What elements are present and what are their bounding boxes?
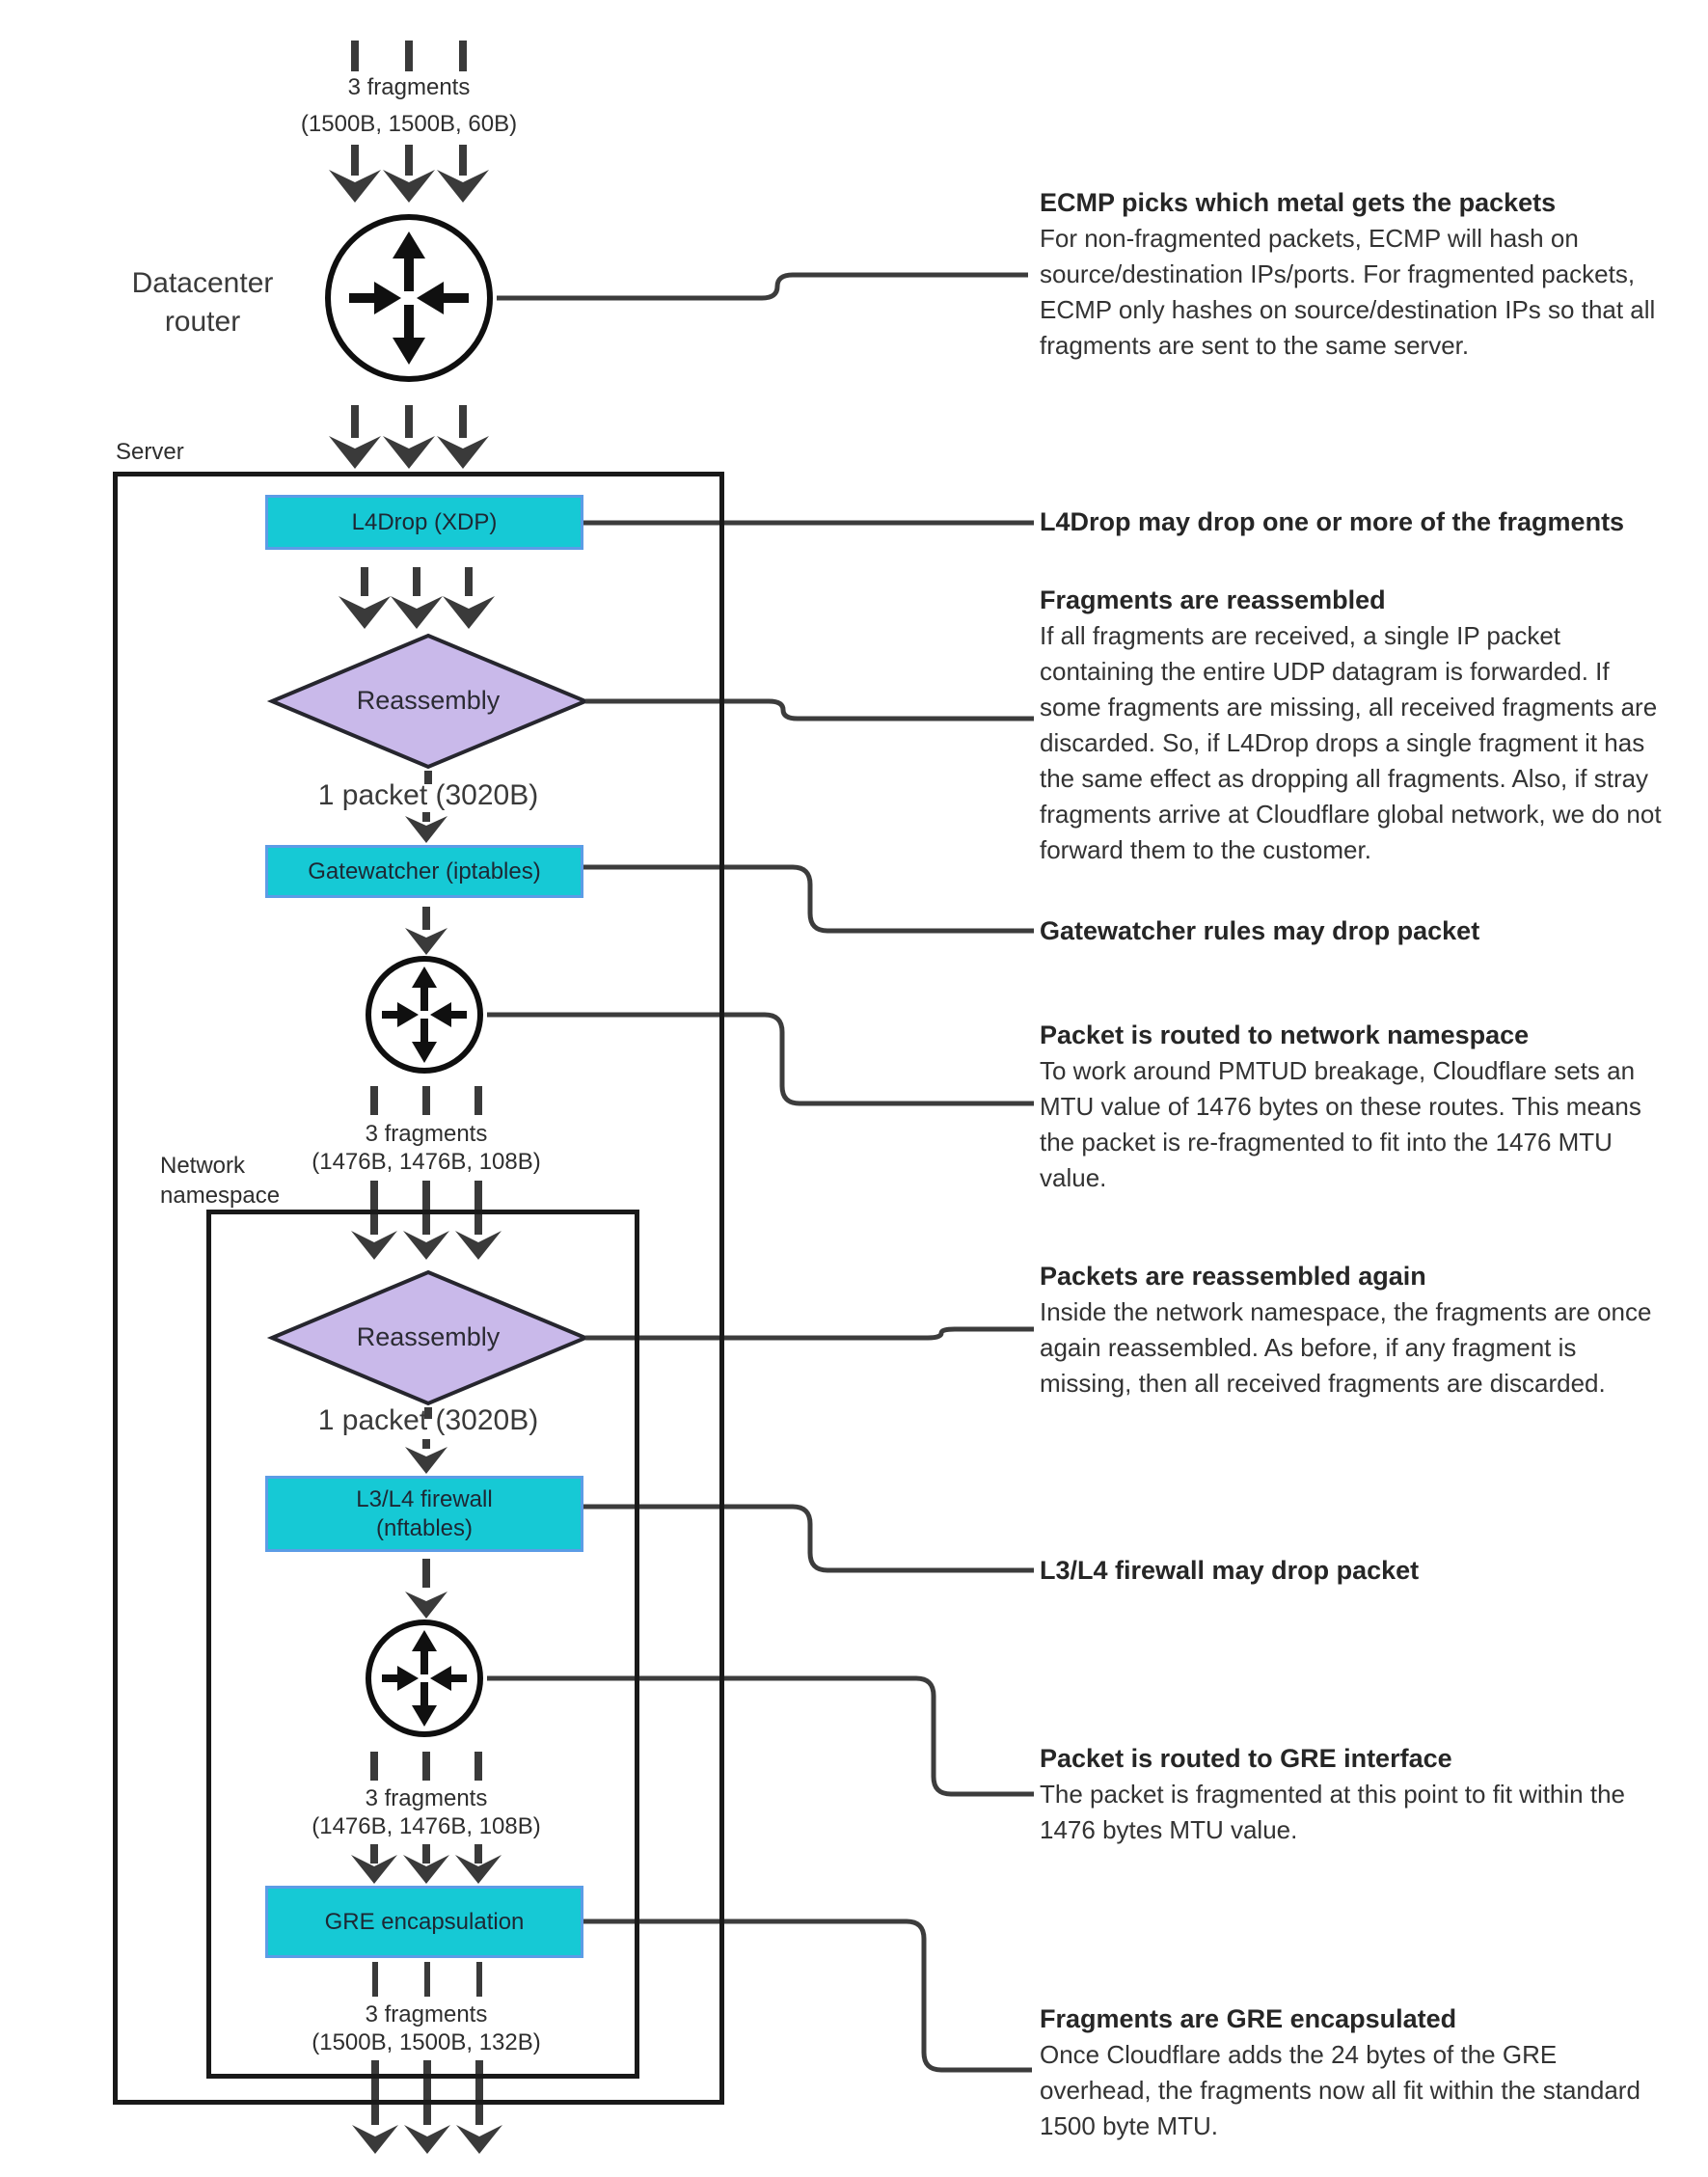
arrow-packet-to-firewall [405, 1439, 447, 1474]
network-namespace-label [160, 1151, 372, 1211]
input-fragments-count: 3 fragments [347, 74, 471, 100]
gre-output-lines [372, 1962, 482, 1997]
connector-gatewatcher [583, 867, 1034, 931]
gatewatcher-label: Gatewatcher (iptables) [308, 857, 541, 884]
mid-fragments-sizes: (1476B, 1476B, 108B) [312, 1149, 541, 1175]
annotation-netns-body: To work around PMTUD breakage, Cloudflare sets an MTU value of 1476 bytes on these routes. This means the packet is re-fragmented to fit into the 1476 MTU value. [1040, 1056, 1641, 1192]
packet1-label: 1 packet (3020B) [317, 779, 539, 811]
annotation-reassembled [1040, 583, 1665, 868]
annotation-l4drop [1040, 504, 1665, 540]
gatewatcher-box [265, 845, 583, 898]
firewall-label-line1: L3/L4 firewall [356, 1485, 493, 1512]
server-label: Server [116, 439, 184, 465]
arrows-into-gre [351, 1844, 502, 1884]
pre-gre-fragments-sizes: (1476B, 1476B, 108B) [312, 1813, 541, 1839]
connector-reassembled [585, 701, 1034, 719]
annotation-ecmp [1040, 185, 1665, 364]
input-fragments-sizes: (1500B, 1500B, 60B) [300, 111, 518, 137]
connector-gre-interface [487, 1678, 1034, 1794]
annotation-ecmp-body: For non-fragmented packets, ECMP will hash on source/destination IPs/ports. For fragmented packets, ECMP only hashes on source/destination IPs so that all fragments are sent to the same server. [1040, 224, 1656, 360]
datacenter-router-label [58, 264, 347, 341]
annotation-reassembled-again-body: Inside the network namespace, the fragments are once again reassembled. As before, if any fragment is missing, then all received fragments are discarded. [1040, 1297, 1652, 1398]
arrow-firewall-to-route [405, 1559, 447, 1619]
connector-firewall [583, 1507, 1034, 1570]
annotation-reassembled-title: Fragments are reassembled [1040, 585, 1386, 614]
route-icon-2 [368, 959, 480, 1071]
datacenter-router-icon [328, 217, 490, 379]
firewall-box [265, 1476, 583, 1552]
annotation-netns-title: Packet is routed to network namespace [1040, 1020, 1530, 1049]
l4drop-label: L4Drop (XDP) [351, 508, 498, 535]
pre-gre-fragment-dashes [370, 1752, 482, 1781]
gre-box [265, 1886, 583, 1958]
datacenter-router-line1: Datacenter [131, 267, 274, 299]
annotation-netns [1040, 1018, 1665, 1196]
annotation-gre-encapsulated [1040, 2001, 1665, 2144]
connector-netns [487, 1015, 1034, 1103]
network-namespace-line2: namespace [160, 1183, 281, 1209]
pre-gre-fragments-count: 3 fragments [365, 1785, 488, 1811]
arrows-into-namespace [351, 1181, 502, 1260]
arrows-into-router [329, 145, 489, 203]
mid-fragments-count: 3 fragments [365, 1121, 488, 1147]
annotation-gre-interface-body: The packet is fragmented at this point to fit within the 1476 bytes MTU value. [1040, 1780, 1625, 1844]
connector-ecmp [497, 275, 1028, 298]
annotation-gre-encapsulated-body: Once Cloudflare adds the 24 bytes of the GRE overhead, the fragments now all fit within the standard 1500 byte MTU. [1040, 2040, 1640, 2140]
output-fragments-count: 3 fragments [365, 2001, 488, 2027]
packet2-label: 1 packet (3020B) [317, 1404, 539, 1436]
gre-label: GRE encapsulation [324, 1908, 525, 1935]
datacenter-router-line2: router [164, 306, 241, 338]
firewall-label-line2: (nftables) [375, 1514, 474, 1541]
l4drop-box [265, 495, 583, 550]
annotation-gatewatcher [1040, 913, 1665, 949]
annotation-reassembled-body: If all fragments are received, a single IP packet containing the entire UDP datagram is forwarded. If some fragments are missing, all received fragments are discarded. So, if L4Drop drops a single fragment it has the same effect as dropping all fragments. Also, if stray fragments arrive at Cloudflare global network, we do not forward them to the customer. [1040, 621, 1662, 864]
output-fragments-sizes: (1500B, 1500B, 132B) [312, 2029, 541, 2055]
annotation-reassembled-again [1040, 1259, 1665, 1401]
reassembly2-label: Reassembly [356, 1322, 501, 1351]
annotation-gre-interface [1040, 1741, 1665, 1848]
arrow-gatewatcher-to-route [405, 907, 447, 955]
incoming-fragment-dashes [351, 41, 467, 71]
mid-fragment-dashes [370, 1086, 482, 1115]
reassembly1-label: Reassembly [356, 686, 501, 715]
outgoing-arrows [352, 2060, 502, 2154]
annotation-firewall-title: L3/L4 firewall may drop packet [1040, 1556, 1420, 1585]
network-namespace-line1: Network [160, 1153, 246, 1179]
connector-gre-encapsulated [583, 1921, 1032, 2070]
annotation-l4drop-title: L4Drop may drop one or more of the fragments [1040, 507, 1625, 536]
connector-reassembled-again [585, 1329, 1034, 1338]
annotation-reassembled-again-title: Packets are reassembled again [1040, 1262, 1426, 1291]
annotation-gatewatcher-title: Gatewatcher rules may drop packet [1040, 916, 1480, 945]
annotation-ecmp-title: ECMP picks which metal gets the packets [1040, 188, 1557, 217]
arrows-into-server [329, 405, 489, 469]
arrow-packet-to-gatewatcher [405, 812, 447, 843]
route-icon-3 [368, 1622, 480, 1734]
arrows-l4drop-to-reassembly [339, 567, 495, 629]
annotation-gre-interface-title: Packet is routed to GRE interface [1040, 1744, 1452, 1773]
annotation-firewall [1040, 1553, 1665, 1589]
annotation-gre-encapsulated-title: Fragments are GRE encapsulated [1040, 2004, 1457, 2033]
